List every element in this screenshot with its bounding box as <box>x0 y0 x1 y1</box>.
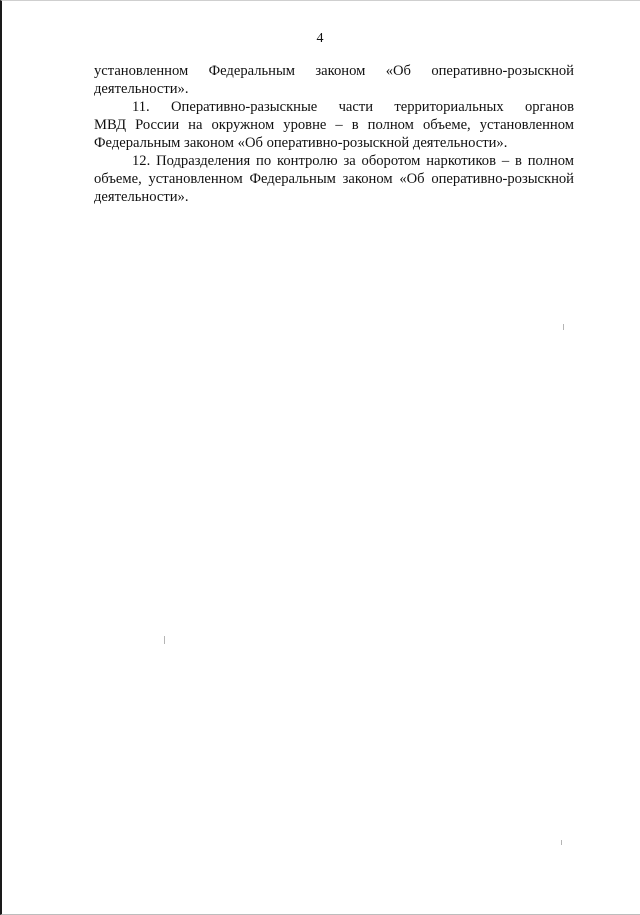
scan-speck <box>563 324 564 330</box>
paragraph-continuation-line-2: деятельности». <box>94 81 189 97</box>
paragraph-11-line-2: МВД России на окружном уровне – в полном объеме, установленном <box>94 117 574 133</box>
paragraph-12-line-3: деятельности». <box>94 189 189 205</box>
scan-speck <box>561 840 562 845</box>
document-body <box>94 62 574 206</box>
paragraph-12-line-2: объеме, установленном Федеральным законом «Об оперативно-розыскной <box>94 171 574 187</box>
paragraph-12-line-1: 12. Подразделения по контролю за оборотом наркотиков – в полном <box>132 153 574 169</box>
page-number: 4 <box>316 31 324 46</box>
paragraph-11-line-3: Федеральным законом «Об оперативно-розыскной деятельности». <box>94 135 508 151</box>
paragraph-continuation-line-1: установленном Федеральным законом «Об оперативно-розыскной <box>94 63 574 79</box>
scan-speck <box>164 636 165 644</box>
paragraph-11-line-1: 11. Оперативно-разыскные части территориальных органов <box>132 99 574 115</box>
